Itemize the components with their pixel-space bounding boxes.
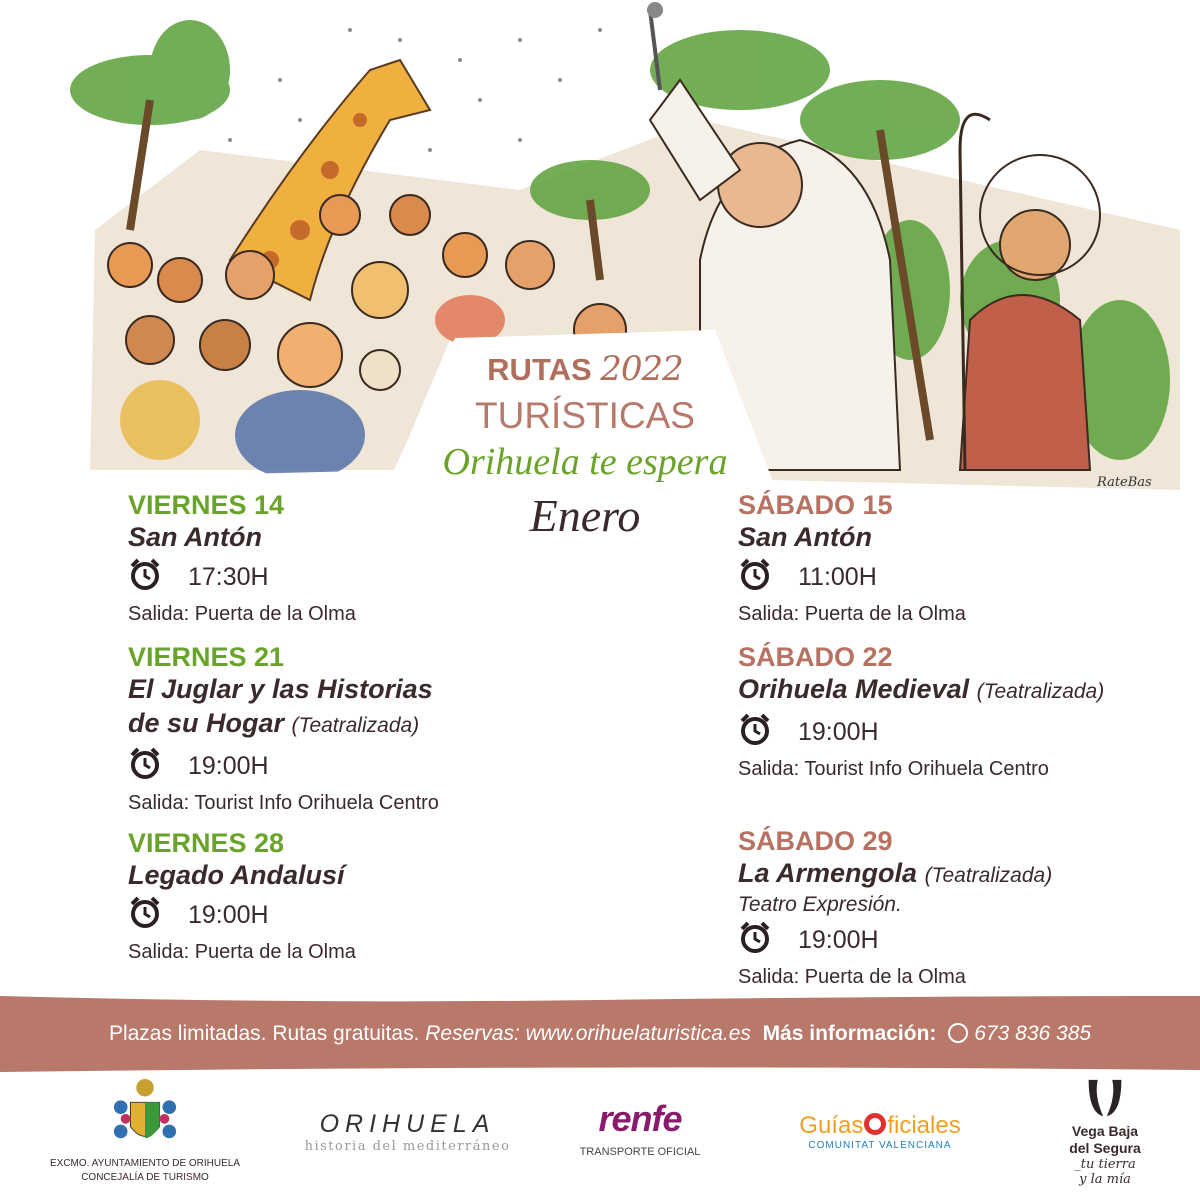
event-time-text: 11:00H — [798, 562, 877, 591]
title-rutas-text: RUTAS — [487, 352, 592, 387]
ayuntamiento-line1: EXCMO. AYUNTAMIENTO DE ORIHUELA — [49, 1158, 241, 1169]
alarm-clock-icon — [128, 746, 162, 787]
whatsapp-icon — [948, 1023, 968, 1043]
event-left-1 — [128, 642, 439, 815]
event-departure: Salida: Puerta de la Olma — [738, 603, 966, 625]
guias-logo-a: Guías — [799, 1112, 864, 1139]
alarm-clock-icon — [128, 895, 162, 936]
alarm-clock-icon — [738, 920, 772, 961]
alarm-clock-icon — [738, 557, 772, 598]
event-departure: Salida: Puerta de la Olma — [128, 941, 356, 963]
coat-of-arms-icon — [110, 1078, 180, 1148]
event-left-0 — [128, 490, 356, 626]
event-departure: Salida: Puerta de la Olma — [128, 603, 356, 625]
logo-guias-oficiales — [775, 1112, 985, 1151]
event-time-text: 19:00H — [188, 751, 269, 780]
event-title-text: La Armengola — [738, 858, 918, 888]
orihuela-logo-tag: historia del mediterráneo — [304, 1139, 511, 1154]
event-title — [738, 520, 966, 554]
event-note: (Teatralizada) — [976, 680, 1105, 703]
renfe-logo-tag: TRANSPORTE OFICIAL — [579, 1146, 701, 1158]
event-right-2 — [738, 826, 1052, 989]
band-url-link[interactable]: www.orihuelaturistica.es — [525, 1022, 751, 1045]
logo-vega-baja — [1050, 1078, 1160, 1187]
event-title-text: de su Hogar — [128, 708, 285, 738]
event-note: (Teatralizada) — [924, 864, 1053, 887]
guias-logo-tag: COMUNITAT VALENCIANA — [808, 1140, 952, 1151]
event-left-2 — [128, 828, 356, 964]
logo-orihuela — [300, 1110, 515, 1154]
renfe-logo-name: renfe — [598, 1098, 682, 1139]
title-rutas — [440, 350, 730, 389]
logo-ayuntamiento — [35, 1078, 255, 1185]
event-subtitle: Teatro Expresión. — [738, 893, 902, 916]
orihuela-logo-name: ORIHUELA — [319, 1110, 496, 1138]
title-turisticas: TURÍSTICAS — [475, 395, 695, 436]
event-day: VIERNES 14 — [128, 490, 285, 520]
vega-line2: del Segura — [1069, 1140, 1141, 1156]
event-departure: Salida: Tourist Info Orihuela Centro — [738, 758, 1049, 780]
event-time — [128, 896, 356, 934]
event-time — [128, 558, 356, 596]
vega-tag2: y la mía — [1079, 1172, 1131, 1187]
event-departure: Salida: Puerta de la Olma — [738, 966, 966, 988]
alarm-clock-icon — [738, 712, 772, 753]
event-title-text: Orihuela Medieval — [738, 674, 970, 704]
event-day: SÁBADO 29 — [738, 826, 893, 856]
month-title: Enero — [529, 490, 641, 541]
vega-baja-leaf-icon — [1085, 1078, 1125, 1118]
event-title — [128, 858, 356, 892]
event-time — [128, 747, 439, 785]
band-phone[interactable]: 673 836 385 — [974, 1022, 1092, 1045]
logo-renfe — [565, 1098, 715, 1158]
tagline: Orihuela te espera — [442, 441, 728, 483]
event-right-1 — [738, 642, 1104, 781]
event-time — [738, 558, 966, 596]
event-time-text: 19:00H — [188, 900, 269, 929]
info-band-text — [0, 1022, 1200, 1046]
event-title — [128, 520, 356, 554]
event-day: VIERNES 28 — [128, 828, 285, 858]
location-pin-icon — [864, 1113, 886, 1135]
event-title-text: El Juglar y las Historias — [128, 674, 433, 704]
band-reservas-label: Reservas: — [425, 1022, 520, 1045]
event-time-text: 17:30H — [188, 562, 269, 591]
ayuntamiento-line2: CONCEJALÍA DE TURISMO — [81, 1172, 209, 1183]
band-info-label: Más información: — [762, 1022, 937, 1045]
event-time-text: 19:00H — [798, 925, 879, 954]
alarm-clock-icon — [128, 557, 162, 598]
event-title — [738, 856, 1052, 893]
event-title-text: San Antón — [738, 522, 872, 552]
event-day: VIERNES 21 — [128, 642, 285, 672]
event-departure: Salida: Tourist Info Orihuela Centro — [128, 792, 439, 814]
event-title — [128, 672, 439, 706]
event-day: SÁBADO 15 — [738, 490, 893, 520]
event-title-text: Legado Andalusí — [128, 860, 345, 890]
event-title — [128, 706, 439, 743]
artist-signature: RateBas — [1097, 475, 1152, 490]
vega-line1: Vega Baja — [1071, 1123, 1139, 1139]
event-title — [738, 672, 1104, 709]
guias-logo-b: ficiales — [887, 1112, 961, 1139]
band-plazas: Plazas limitadas. Rutas gratuitas. — [108, 1022, 420, 1045]
event-time — [738, 713, 1104, 751]
event-right-0 — [738, 490, 966, 626]
event-note: (Teatralizada) — [291, 714, 420, 737]
title-year: 2022 — [600, 349, 683, 389]
event-title-text: San Antón — [128, 522, 262, 552]
event-time — [738, 921, 1052, 959]
vega-tag1: _tu tierra — [1074, 1157, 1136, 1172]
event-time-text: 19:00H — [798, 717, 879, 746]
event-day: SÁBADO 22 — [738, 642, 893, 672]
